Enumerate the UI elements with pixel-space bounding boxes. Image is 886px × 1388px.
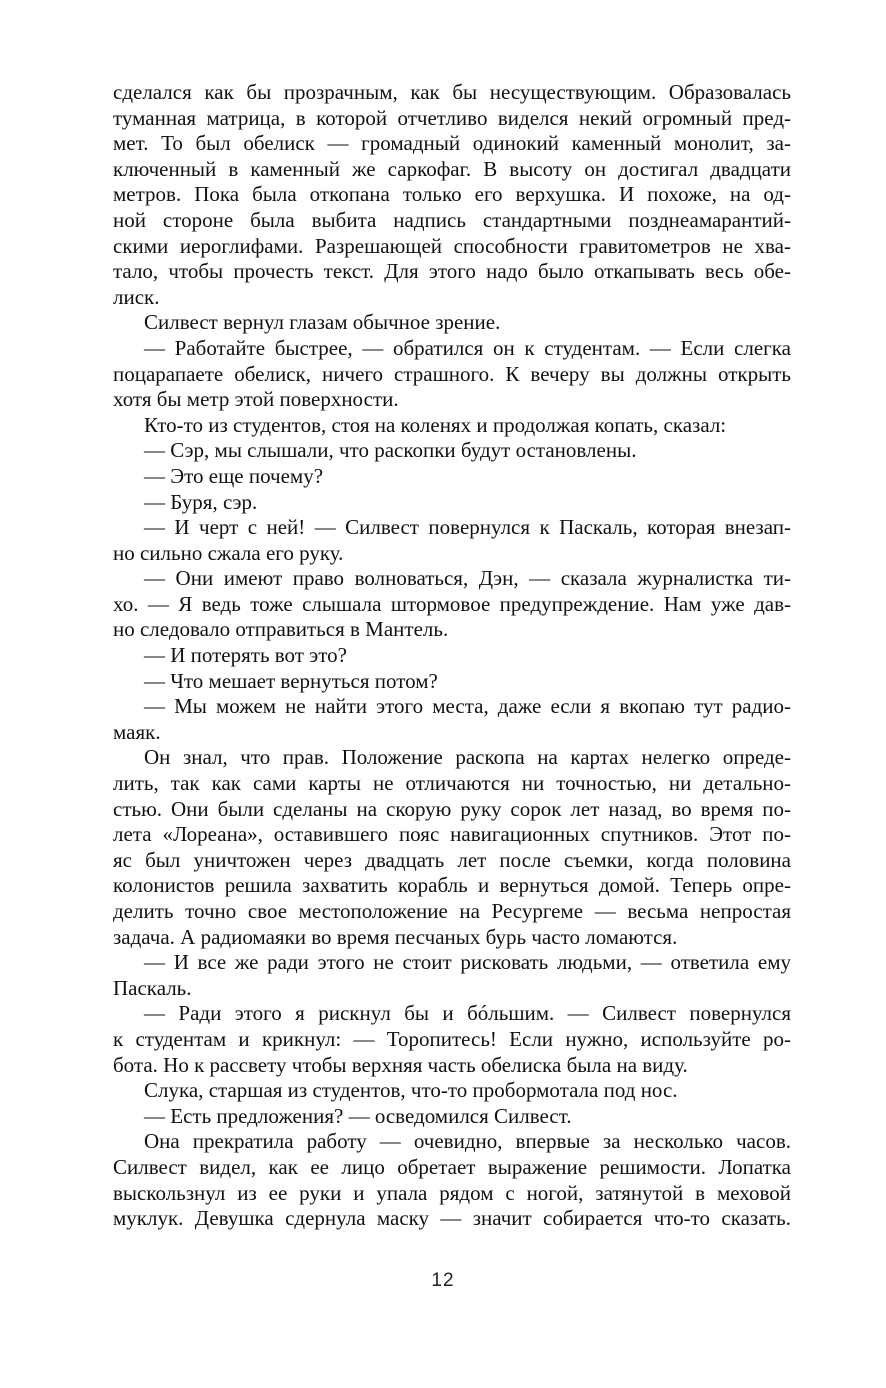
text-line: яс был уничтожен через двадцать лет после съемки, когда половина: [113, 847, 791, 872]
text-line: ной стороне была выбита надпись стандартными позднеамарантий-: [113, 207, 791, 232]
page-number: 12: [431, 1270, 455, 1291]
text-line: лета «Лореана», оставившего пояс навигационных спутников. Этот по-: [113, 822, 791, 847]
text-line: Силвест вернул глазам обычное зрение.: [144, 310, 501, 335]
text-line: Силвест видел, как ее лицо обретает выражение решимости. Лопатка: [113, 1154, 791, 1179]
text-line: поцарапаете обелиск, ничего страшного. К вечеру вы должны открыть: [113, 361, 791, 386]
text-line: — И черт с ней! — Силвест повернулся к Паскаль, которая внезап-: [144, 515, 791, 540]
text-line: — Сэр, мы слышали, что раскопки будут остановлены.: [144, 438, 637, 463]
text-line: бота. Но к рассвету чтобы верхняя часть обелиска была на виду.: [113, 1052, 688, 1077]
text-line: Она прекратила работу — очевидно, впервые за несколько часов.: [144, 1129, 791, 1154]
text-line: но сильно сжала его руку.: [113, 540, 344, 565]
text-line: тало, чтобы прочесть текст. Для этого надо было откапывать весь обе-: [113, 259, 791, 284]
text-line: Слука, старшая из студентов, что-то пробормотала под нос.: [144, 1078, 678, 1103]
text-line: Кто-то из студентов, стоя на коленях и продолжая копать, сказал:: [144, 412, 727, 437]
text-line: туманная матрица, в которой отчетливо виделся некий огромный пред-: [113, 105, 791, 130]
text-line: метров. Пока была откопана только его верхушка. И похоже, на од-: [113, 182, 791, 207]
text-line: хотя бы метр этой поверхности.: [113, 387, 399, 412]
text-line: ключенный в каменный же саркофаг. В высоту он достигал двадцати: [113, 156, 791, 181]
text-line: — Есть предложения? — осведомился Силвест.: [144, 1103, 572, 1128]
text-line: муклук. Девушка сдернула маску — значит собирается что-то сказать.: [113, 1206, 791, 1231]
text-line: сделался как бы прозрачным, как бы несуществующим. Образовалась: [113, 80, 791, 104]
text-line: — Это еще почему?: [144, 463, 324, 488]
page-text: [113, 80, 791, 1232]
text-line: — Буря, сэр.: [144, 489, 258, 514]
text-line: — Работайте быстрее, — обратился он к студентам. — Если слегка: [144, 335, 791, 360]
text-line: выскользнул из ее руки и упала рядом с ногой, затянутой в меховой: [113, 1180, 791, 1205]
text-line: мет. То был обелиск — громадный одинокий каменный монолит, за-: [113, 131, 791, 156]
text-line: к студентам и крикнул: — Торопитесь! Если нужно, используйте ро-: [113, 1026, 791, 1051]
text-line: хо. — Я ведь тоже слышала штормовое предупреждение. Нам уже дав-: [113, 591, 791, 616]
text-line: колонистов решила захватить корабль и вернуться домой. Теперь опре-: [113, 873, 791, 898]
text-line: — Они имеют право волноваться, Дэн, — сказала журналистка ти-: [144, 566, 791, 591]
text-line: лить, так как сами карты не отличаются ни точностью, ни детально-: [113, 771, 791, 796]
text-line: — И все же ради этого не стоит рисковать людьми, — ответила ему: [144, 950, 791, 975]
text-line: — И потерять вот это?: [144, 643, 347, 668]
text-line: — Что мешает вернуться потом?: [144, 668, 438, 693]
text-line: — Мы можем не найти этого места, даже если я вкопаю тут радио-: [144, 694, 791, 719]
text-line: Он знал, что прав. Положение раскопа на картах нелегко опреде-: [144, 745, 791, 770]
text-line: Паскаль.: [113, 975, 192, 1000]
text-line: скими иероглифами. Разрешающей способности гравитометров не хва-: [113, 233, 791, 258]
text-line: — Ради этого я рискнул бы и бóльшим. — Силвест повернулся: [144, 1001, 791, 1026]
text-line: задача. А радиомаяки во время песчаных бурь часто ломаются.: [113, 924, 678, 949]
text-line: делить точно свое местоположение на Ресургеме — весьма непростая: [113, 899, 791, 923]
text-line: маяк.: [113, 719, 161, 744]
text-line: лиск.: [113, 284, 160, 309]
text-line: стью. Они были сделаны на скорую руку сорок лет назад, во время по-: [113, 796, 791, 821]
text-line: но следовало отправиться в Мантель.: [113, 617, 449, 642]
